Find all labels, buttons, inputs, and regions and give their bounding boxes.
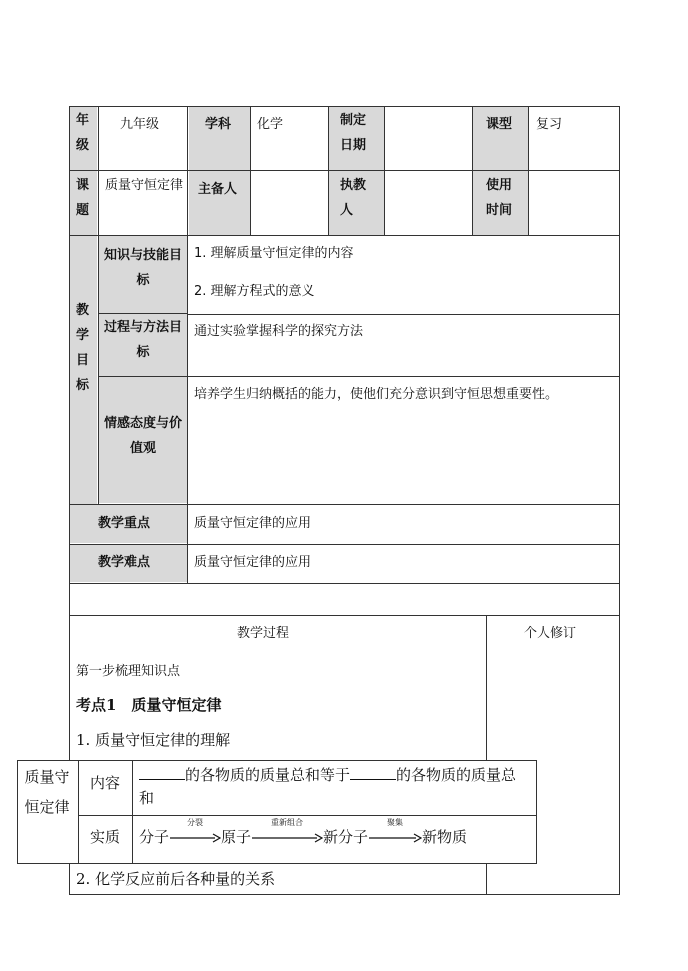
grade-value: 九年级 xyxy=(120,117,160,132)
key-point-text: 质量守恒定律的应用 xyxy=(194,516,312,531)
step-one-heading: 第一步梳理知识点 xyxy=(76,664,181,679)
preparer-label: 主备人 xyxy=(198,182,238,197)
key-point-label: 教学重点 xyxy=(98,516,151,531)
grade-label: 年级 xyxy=(76,113,90,153)
knowledge-item-1: 1. 理解质量守恒定律的内容 xyxy=(194,246,354,261)
difficulty-label: 教学难点 xyxy=(98,555,151,570)
subject-label: 学科 xyxy=(205,117,232,132)
content-label: 内容 xyxy=(90,774,121,792)
arrow-right-icon xyxy=(368,833,422,843)
law-side-label: 质量守恒定律 xyxy=(24,768,70,816)
chain-molecule: 分子 xyxy=(139,828,170,846)
topic-value: 质量守恒定律 xyxy=(105,178,184,193)
process-title: 教学过程 xyxy=(237,626,290,641)
lesson-type-value: 复习 xyxy=(536,117,563,132)
item-2-heading: 2. 化学反应前后各种量的关系 xyxy=(76,870,276,888)
knowledge-label: 知识与技能目标 xyxy=(103,248,182,288)
content-part-2: 的各物质的质量总和 xyxy=(139,766,517,807)
split-arrow-label: 分裂 xyxy=(187,818,204,827)
difficulty-text: 质量守恒定律的应用 xyxy=(194,555,312,570)
aggregate-arrow xyxy=(368,818,422,847)
recombine-arrow-label: 重新组合 xyxy=(271,818,304,827)
arrow-right-icon xyxy=(251,833,323,843)
chain-new-molecule: 新分子 xyxy=(323,828,369,846)
content-blank-1[interactable] xyxy=(139,763,185,780)
arrow-right-icon xyxy=(169,833,221,843)
essence-label: 实质 xyxy=(90,828,121,846)
knowledge-item-2: 2. 理解方程式的意义 xyxy=(194,284,315,299)
content-text xyxy=(139,763,531,810)
recombine-arrow xyxy=(251,818,323,847)
chain-new-substance: 新物质 xyxy=(422,828,468,846)
content-blank-2[interactable] xyxy=(350,763,396,780)
process-text: 通过实验掌握科学的探究方法 xyxy=(194,324,364,339)
objectives-label: 教学目标 xyxy=(76,303,90,393)
kaodian-heading: 考点1 质量守恒定律 xyxy=(76,696,222,714)
aggregate-arrow-label: 聚集 xyxy=(387,818,404,827)
process-label: 过程与方法目标 xyxy=(103,320,182,360)
use-time-label: 使用时间 xyxy=(486,178,513,218)
subject-value: 化学 xyxy=(257,117,284,132)
split-arrow xyxy=(169,818,221,847)
teacher-label: 执教人 xyxy=(340,178,367,218)
date-label: 制定日期 xyxy=(340,113,367,153)
topic-label: 课题 xyxy=(76,178,90,218)
content-part-1: 的各物质的质量总和等于 xyxy=(185,766,351,784)
revision-title: 个人修订 xyxy=(524,626,577,641)
emotion-label: 情感态度与价值观 xyxy=(103,416,182,456)
essence-chain xyxy=(139,818,468,847)
lesson-type-label: 课型 xyxy=(486,117,513,132)
emotion-text: 培养学生归纳概括的能力，使他们充分意识到守恒思想重要性。 xyxy=(194,387,559,402)
chain-atom: 原子 xyxy=(221,828,252,846)
item-1-heading: 1. 质量守恒定律的理解 xyxy=(76,731,231,749)
